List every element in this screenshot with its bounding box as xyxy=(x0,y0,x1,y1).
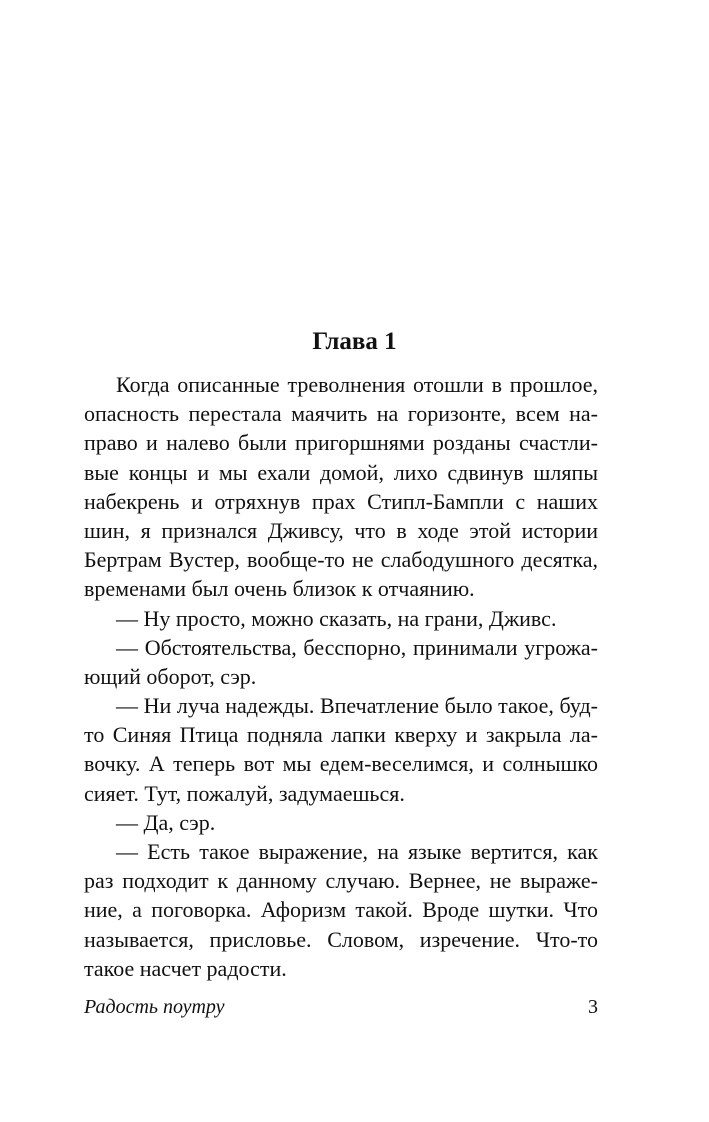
text-line: называется, присловье. Словом, изречение. Что-то xyxy=(84,926,598,952)
text-line: такое насчет радости. xyxy=(84,955,287,981)
text-line: — Ну просто, можно сказать, на грани, Дживс. xyxy=(116,605,557,631)
text-line: шин, я признался Дживсу, что в ходе этой истории xyxy=(84,517,598,543)
text-line: то Синяя Птица подняла лапки кверху и закрыла ла- xyxy=(84,722,598,748)
text-line: вочку. А теперь вот мы едем-веселимся, и солнышко xyxy=(84,751,598,777)
text-line: — Обстоятельства, бесспорно, принимали угрожа- xyxy=(116,634,598,660)
text-line: — Ни луча надежды. Впечатление было такое, буд- xyxy=(116,693,598,719)
body-text xyxy=(84,370,598,983)
text-line: право и налево были пригоршнями розданы счастли- xyxy=(84,430,598,456)
text-line: набекрень и отряхнув прах Стипл-Бампли с наших xyxy=(84,488,598,514)
page-number: 3 xyxy=(588,996,598,1018)
text-line: Когда описанные треволнения отошли в прошлое, xyxy=(116,372,598,397)
text-line: временами был очень близок к отчаянию. xyxy=(84,576,475,602)
text-line: — Есть такое выражение, на языке вертится, как xyxy=(116,839,598,864)
running-footer-title: Радость поутру xyxy=(84,996,225,1018)
text-line: — Да, сэр. xyxy=(116,809,216,835)
text-line: Бертрам Вустер, вообще-то не слабодушного десятка, xyxy=(84,547,598,573)
text-line: ющий оборот, сэр. xyxy=(84,663,257,689)
text-line: сияет. Тут, пожалуй, задумаешься. xyxy=(84,780,405,806)
text-line: раз подходит к данному случаю. Вернее, не выраже- xyxy=(84,868,598,894)
text-line: ние, а поговорка. Афоризм такой. Вроде шутки. Что xyxy=(84,897,598,923)
text-line: вые концы и мы ехали домой, лихо сдвинув шляпы xyxy=(84,459,598,485)
text-line: опасность перестала маячить на горизонте, всем на- xyxy=(84,401,598,427)
chapter-title: Глава 1 xyxy=(312,328,397,355)
